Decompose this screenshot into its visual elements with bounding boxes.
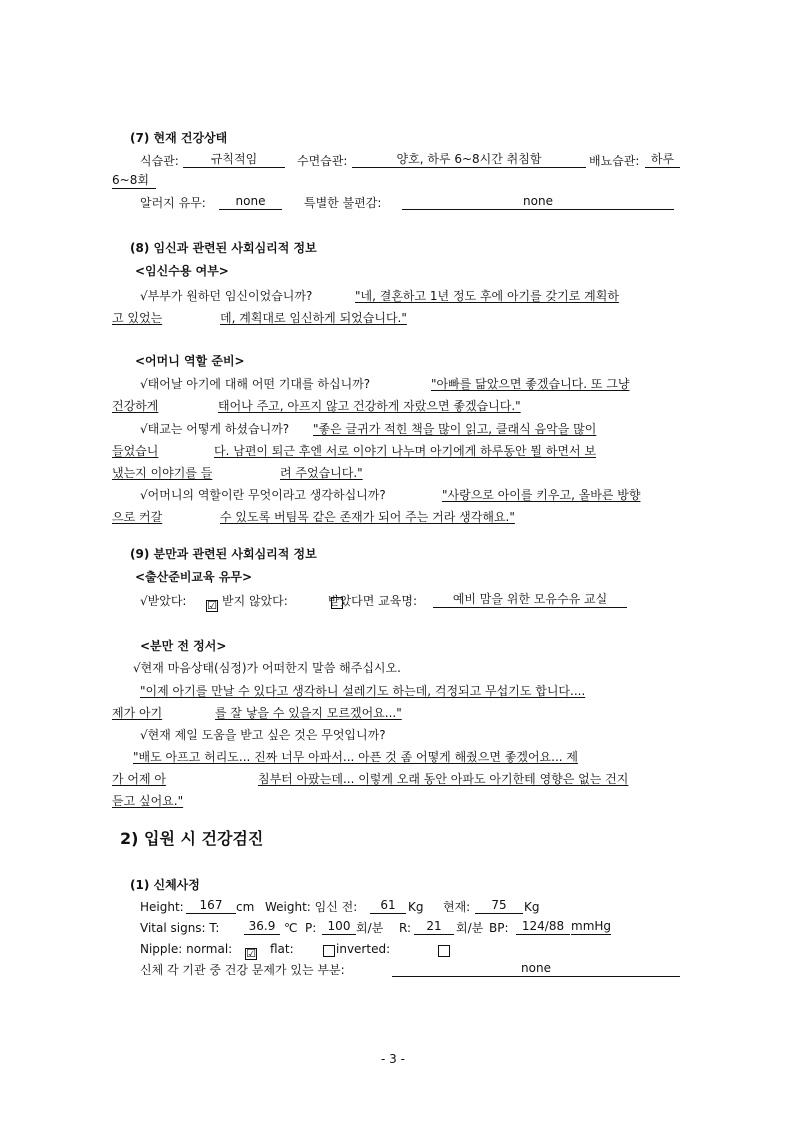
prep-q2: √태교는 어떻게 하셨습니까? (140, 422, 290, 436)
vital-signs-line (0, 919, 794, 937)
prep-q1: √태어날 아기에 대해 어떤 기대를 하십니까? (140, 377, 371, 391)
emotion-q1: √현재 마음상태(심정)가 어떠한지 말씀 해주십시오. (133, 661, 401, 675)
sleep-value: 양호, 하루 6~8시간 취침함 (352, 152, 586, 168)
bp-unit: mmHg (571, 919, 612, 933)
resp-label: R: (399, 921, 412, 935)
prep-q3-line (0, 486, 794, 504)
height-weight-line (0, 898, 794, 916)
emotion-a2-line-2 (0, 770, 794, 788)
check-mark-icon: ☑ (207, 599, 217, 612)
prep-a2-cont-2: 다. 남편이 퇴근 후엔 서로 이야기 나누며 아기에게 하루동안 뭘 하면서 보 (214, 444, 596, 458)
emotion-q2-line (0, 726, 794, 744)
emotion-a1-cont-1: 제가 아기 (112, 706, 163, 720)
heading-2: 2) 입원 시 건강검진 (120, 829, 264, 848)
emotion-a2-line (0, 748, 794, 766)
discomfort-label: 특별한 불편감: (304, 196, 382, 210)
prep-header-line (0, 352, 794, 370)
habits-line (0, 152, 794, 170)
acceptance-answer-cont-1: 고 있었는 (112, 311, 163, 325)
prep-a3: "사랑으로 아이를 키우고, 올바른 방향 (442, 488, 641, 502)
weight-now-label: 현재: (443, 900, 471, 914)
weight-now-unit: Kg (524, 900, 540, 914)
page-number: - 3 - (381, 1052, 405, 1066)
diet-value: 규칙적임 (183, 152, 285, 168)
emotion-q2: √현재 제일 도움을 받고 싶은 것은 무엇입니까? (140, 728, 386, 742)
emotion-a1-line (0, 682, 794, 700)
heading-2-line (0, 828, 794, 850)
acceptance-header-line (0, 262, 794, 280)
nipple-inverted-checkbox[interactable] (438, 945, 450, 957)
body-title: (1) 신체사정 (130, 878, 200, 892)
edu-received-label: √받았다: (140, 594, 187, 608)
edu-line (0, 592, 794, 610)
nipple-label: Nipple: normal: (140, 942, 233, 956)
discomfort-value: none (402, 194, 674, 210)
prep-q1-line (0, 375, 794, 393)
resp-unit: 회/분 (456, 921, 484, 935)
acceptance-q1-line-2 (0, 309, 794, 327)
section-9-title: (9) 분만과 관련된 사회심리적 정보 (130, 547, 317, 561)
inverted-label: inverted: (336, 942, 391, 956)
page-number-line (0, 1050, 794, 1068)
prep-q3: √어머니의 역할이란 무엇이라고 생각하십니까? (140, 488, 386, 502)
edu-course-label: 받았다면 교육명: (328, 594, 418, 608)
weight-before-unit: Kg (408, 900, 424, 914)
prep-a1-cont-2: 태어나 주고, 아프지 않고 건강하게 자랐으면 좋겠습니다." (218, 399, 521, 413)
emotion-a2-cont-2: 침부터 아팠는데... 이렇게 오래 동안 아파도 아기한테 영향은 없는 건지 (258, 772, 629, 786)
prep-q2-line (0, 420, 794, 438)
emotion-a2-cont-3: 듣고 싶어요." (112, 794, 184, 808)
bp-value: 124/88 (516, 919, 570, 935)
acceptance-question: √부부가 원하던 임신이었습니까? (140, 289, 313, 303)
weight-now-value: 75 (475, 898, 523, 914)
allergy-label: 알러지 유무: (140, 196, 206, 210)
bowel-value-cont: 6~8회 (112, 173, 156, 189)
check-mark-icon: ☑ (246, 947, 256, 960)
prep-a1-cont-1: 건강하게 (112, 399, 159, 413)
prep-a3-cont-2: 수 있도록 버팀목 같은 존재가 되어 주는 거라 생각해요." (220, 510, 515, 524)
edu-header-line (0, 568, 794, 586)
section-8-line (0, 239, 794, 257)
emotion-a1: "이제 아기를 만날 수 있다고 생각하니 설레기도 하는데, 걱정되고 무섭기도 합니다.... (140, 684, 586, 698)
height-unit: cm (236, 900, 255, 914)
prep-a3-cont-1: 으로 커갈 (112, 510, 163, 524)
section-9-line (0, 545, 794, 563)
emotion-a1-cont-2: 를 잘 낳을 수 있을지 모르겠어요..." (215, 706, 402, 720)
received-checkbox[interactable] (206, 600, 218, 612)
emotion-a1-line-2 (0, 704, 794, 722)
emotion-a2-line-3 (0, 792, 794, 810)
pulse-label: P: (305, 921, 317, 935)
vital-signs-label: Vital signs: T: (140, 921, 220, 935)
nipple-normal-checkbox[interactable] (245, 948, 257, 960)
emotion-header-line (0, 637, 794, 655)
section-7-title: (7) 현재 건강상태 (130, 131, 228, 145)
emotion-a2-cont-1: 가 어제 아 (112, 772, 166, 786)
acceptance-q1-line (0, 287, 794, 305)
organ-line (0, 961, 794, 979)
prep-a2: "좋은 글귀가 적힌 책을 많이 읽고, 클래식 음악을 많이 (313, 422, 597, 436)
allergy-line (0, 194, 794, 212)
bowel-value: 하루 (645, 152, 680, 168)
weight-label: Weight: 임신 전: (265, 900, 358, 914)
prep-header: <어머니 역할 준비> (135, 354, 245, 368)
prep-a2-cont-4: 려 주었습니다." (280, 466, 363, 480)
nipple-flat-checkbox[interactable] (323, 945, 335, 957)
nipple-line (0, 940, 794, 958)
edu-header: <출산준비교육 유무> (135, 570, 253, 584)
height-label: Height: (140, 900, 184, 914)
edu-not-received-label: 받지 않았다: (222, 594, 288, 608)
prep-a2-cont-3: 냈는지 이야기를 들 (112, 466, 213, 480)
weight-before-value: 61 (370, 898, 406, 914)
prep-q2-line-2 (0, 442, 794, 460)
acceptance-header: <임신수용 여부> (135, 264, 229, 278)
diet-label: 식습관: (140, 154, 179, 168)
bowel-label: 배뇨습관: (589, 154, 640, 168)
organ-value: none (392, 961, 680, 977)
emotion-header: <분만 전 정서> (140, 639, 227, 653)
prep-a1: "아빠를 닮았으면 좋겠습니다. 또 그냥 (431, 377, 630, 391)
pulse-unit: 회/분 (356, 921, 384, 935)
prep-q3-line-2 (0, 508, 794, 526)
prep-a2-cont-1: 들었습니 (112, 444, 159, 458)
resp-value: 21 (414, 919, 454, 935)
edu-course-value: 예비 맘을 위한 모유수유 교실 (433, 592, 627, 608)
acceptance-answer: "네, 결혼하고 1년 정도 후에 아기를 갖기로 계획하 (355, 289, 619, 303)
habits-line-2 (0, 173, 794, 191)
acceptance-answer-cont-2: 데, 계획대로 임신하게 되었습니다." (220, 311, 407, 325)
prep-q1-line-2 (0, 397, 794, 415)
body-title-line (0, 876, 794, 894)
bp-label: BP: (489, 921, 509, 935)
prep-q2-line-3 (0, 464, 794, 482)
height-value: 167 (186, 898, 236, 914)
emotion-q1-line (0, 659, 794, 677)
temp-unit: ℃ (284, 921, 298, 935)
section-8-title: (8) 임신과 관련된 사회심리적 정보 (130, 241, 317, 255)
pulse-value: 100 (322, 919, 356, 935)
organ-label: 신체 각 기관 중 건강 문제가 있는 부분: (140, 963, 345, 977)
temp-value: 36.9 (244, 919, 280, 935)
section-7-line (0, 129, 794, 147)
flat-label: flat: (270, 942, 294, 956)
emotion-a2: "배도 아프고 허리도... 진짜 너무 아파서... 아픈 것 좀 어떻게 해줬으면 좋겠어요... 제 (133, 750, 578, 764)
sleep-label: 수면습관: (297, 154, 348, 168)
allergy-value: none (219, 194, 282, 210)
